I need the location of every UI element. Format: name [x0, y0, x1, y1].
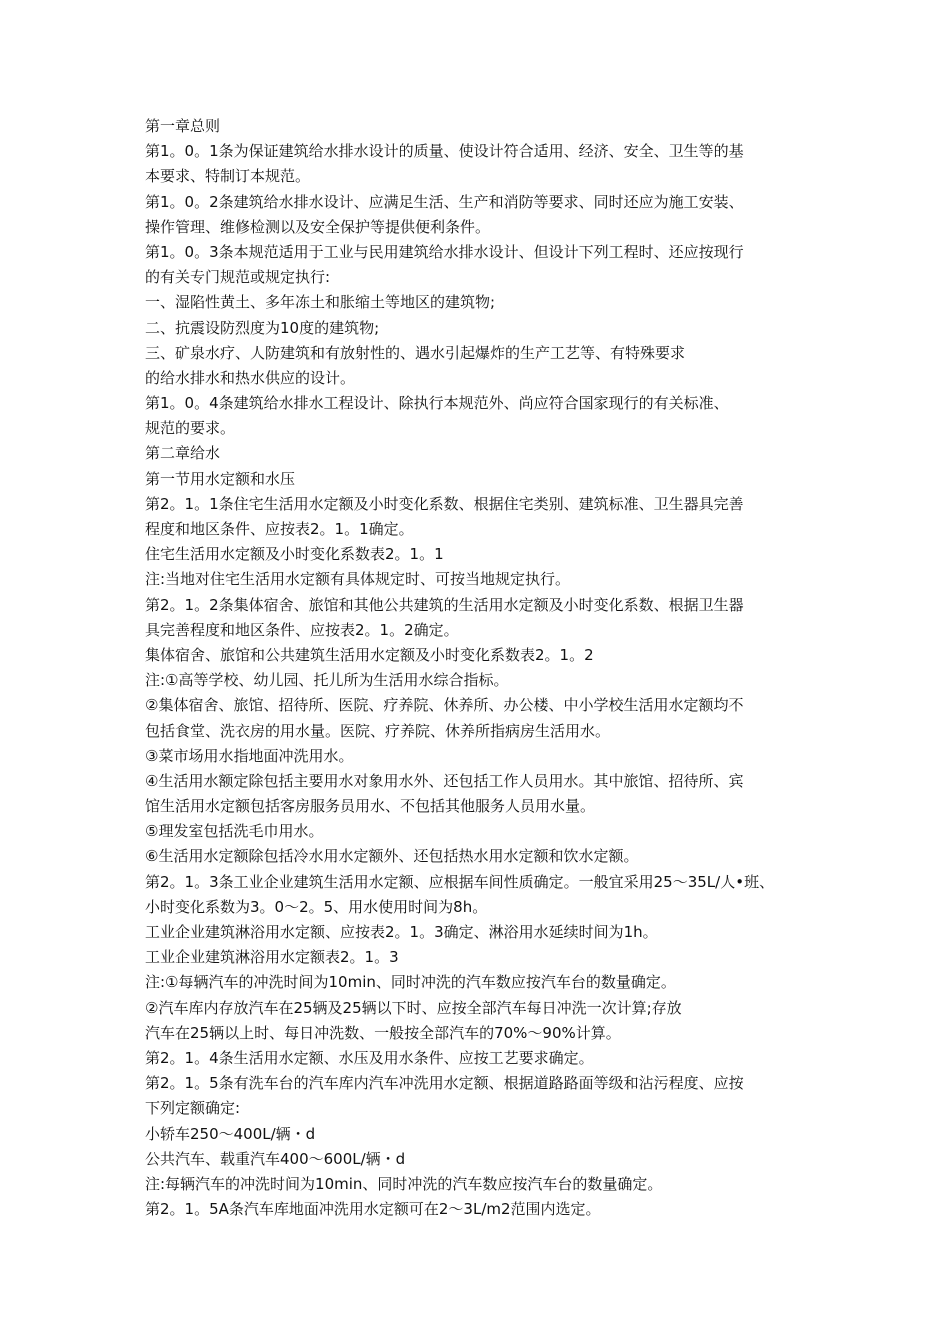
- text-line: ③菜市场用水指地面冲洗用水。: [145, 746, 354, 765]
- text-line: ②汽车库内存放汽车在25辆及25辆以下时、应按全部汽车每日冲洗一次计算;存放: [145, 998, 682, 1017]
- text-line: 馆生活用水定额包括客房服务员用水、不包括其他服务人员用水量。: [145, 797, 596, 816]
- text-line: 第2。1。5条有洗车台的汽车库内汽车冲洗用水定额、根据道路路面等级和沾污程度、应按: [145, 1074, 744, 1093]
- text-line: 小轿车250～400L/辆・d: [145, 1124, 316, 1143]
- text-line: 包括食堂、洗衣房的用水量。医院、疗养院、休养所指病房生活用水。: [145, 721, 611, 740]
- text-line: 第一节用水定额和水压: [145, 469, 296, 488]
- text-line: 的有关专门规范或规定执行:: [145, 268, 331, 287]
- text-line: 第1。0。2条建筑给水排水设计、应满足生活、生产和消防等要求、同时还应为施工安装、: [145, 192, 744, 211]
- text-line: 第2。1。5A条汽车库地面冲洗用水定额可在2～3L/m2范围内选定。: [145, 1200, 601, 1219]
- text-line: 第1。0。1条为保证建筑给水排水设计的质量、使设计符合适用、经济、安全、卫生等的基: [145, 142, 744, 161]
- text-line: 汽车在25辆以上时、每日冲洗数、一般按全部汽车的70%～90%计算。: [145, 1023, 621, 1042]
- text-line: 二、抗震设防烈度为10度的建筑物;: [145, 318, 380, 337]
- text-line: 第2。1。2条集体宿舍、旅馆和其他公共建筑的生活用水定额及小时变化系数、根据卫生器: [145, 595, 744, 614]
- text-line: 注:当地对住宅生活用水定额有具体规定时、可按当地规定执行。: [145, 570, 571, 589]
- text-line: 第二章给水: [145, 444, 221, 463]
- text-line: 本要求、特制订本规范。: [145, 167, 311, 186]
- text-line: 第1。0。3条本规范适用于工业与民用建筑给水排水设计、但设计下列工程时、还应按现行: [145, 242, 744, 261]
- text-line: 集体宿舍、旅馆和公共建筑生活用水定额及小时变化系数表2。1。2: [145, 645, 594, 664]
- text-line: 工业企业建筑淋浴用水定额表2。1。3: [145, 948, 399, 967]
- text-line: 三、矿泉水疗、人防建筑和有放射性的、遇水引起爆炸的生产工艺等、有特殊要求: [145, 343, 686, 362]
- text-line: 第1。0。4条建筑给水排水工程设计、除执行本规范外、尚应符合国家现行的有关标准、: [145, 394, 729, 413]
- text-line: 的给水排水和热水供应的设计。: [145, 368, 356, 387]
- text-line: 具完善程度和地区条件、应按表2。1。2确定。: [145, 620, 459, 639]
- text-line: 一、湿陷性黄土、多年冻土和胀缩土等地区的建筑物;: [145, 293, 496, 312]
- text-line: ⑥生活用水定额除包括冷水用水定额外、还包括热水用水定额和饮水定额。: [145, 847, 639, 866]
- text-line: 注:每辆汽车的冲洗时间为10min、同时冲洗的汽车数应按汽车台的数量确定。: [145, 1174, 663, 1193]
- text-line: 注:①每辆汽车的冲洗时间为10min、同时冲洗的汽车数应按汽车台的数量确定。: [145, 973, 676, 992]
- text-line: 第2。1。4条生活用水定额、水压及用水条件、应按工艺要求确定。: [145, 1048, 594, 1067]
- text-line: 第2。1。1条住宅生活用水定额及小时变化系数、根据住宅类别、建筑标准、卫生器具完善: [145, 494, 744, 513]
- text-line: 注:①高等学校、幼儿园、托儿所为生活用水综合指标。: [145, 671, 509, 690]
- document-body: [145, 114, 815, 1222]
- text-line: ②集体宿舍、旅馆、招待所、医院、疗养院、休养所、办公楼、中小学校生活用水定额均不: [145, 696, 744, 715]
- text-line: 工业企业建筑淋浴用水定额、应按表2。1。3确定、淋浴用水延续时间为1h。: [145, 923, 658, 941]
- text-line: 公共汽车、载重汽车400～600L/辆・d: [145, 1149, 406, 1168]
- text-line: 第2。1。3条工业企业建筑生活用水定额、应根据车间性质确定。一般宜采用25～35L/人•班、: [145, 872, 775, 891]
- text-line: ⑤理发室包括洗毛巾用水。: [145, 822, 324, 841]
- text-line: 下列定额确定:: [145, 1099, 241, 1118]
- text-line: 规范的要求。: [145, 419, 236, 438]
- text-line: 操作管理、维修检测以及安全保护等提供便利条件。: [145, 217, 491, 236]
- text-line: 住宅生活用水定额及小时变化系数表2。1。1: [145, 545, 444, 564]
- text-line: 程度和地区条件、应按表2。1。1确定。: [145, 520, 414, 538]
- text-line: 小时变化系数为3。0～2。5、用水使用时间为8h。: [145, 897, 488, 916]
- text-line: ④生活用水额定除包括主要用水对象用水外、还包括工作人员用水。其中旅馆、招待所、宾: [145, 771, 744, 790]
- text-line: 第一章总则: [145, 117, 221, 135]
